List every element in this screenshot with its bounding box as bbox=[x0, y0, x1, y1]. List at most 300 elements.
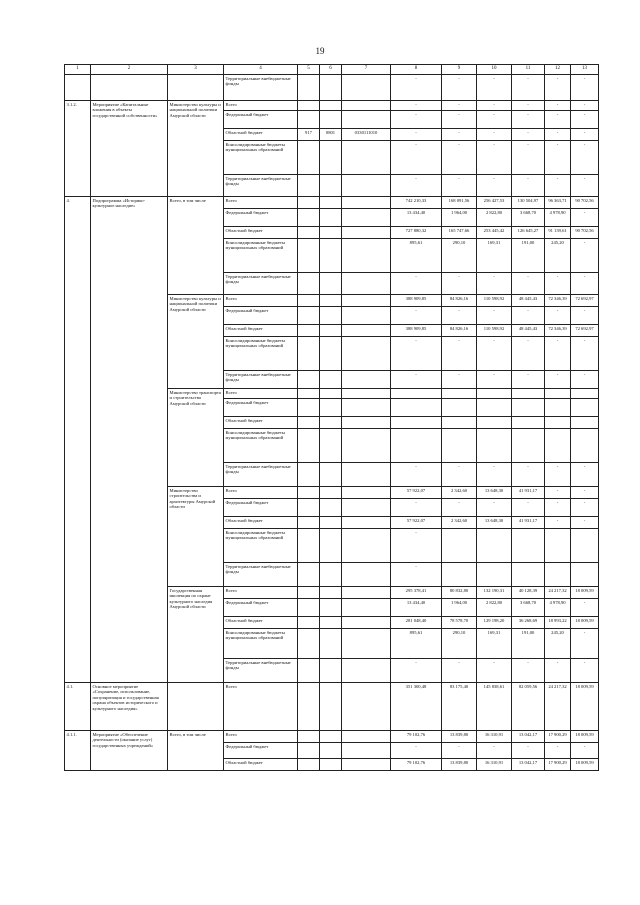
funding-source-cell: Всего bbox=[224, 731, 298, 743]
csr-code-cell bbox=[342, 417, 391, 429]
amount-cell: 17 900,29 bbox=[545, 759, 571, 771]
column-header: 5 bbox=[298, 65, 320, 75]
amount-cell: 16 310,91 bbox=[477, 759, 512, 771]
rzpr-code-cell bbox=[320, 599, 342, 617]
grbs-code-cell bbox=[298, 197, 320, 209]
program-name-cell: Подпрограмма «Историко-культурное наследие» bbox=[91, 197, 168, 683]
csr-code-cell bbox=[342, 599, 391, 617]
amount-cell: - bbox=[442, 463, 477, 487]
amount-cell: - bbox=[442, 371, 477, 389]
amount-cell: - bbox=[391, 337, 442, 371]
amount-cell: - bbox=[571, 141, 599, 175]
rzpr-code-cell bbox=[320, 197, 342, 209]
rzpr-code-cell bbox=[320, 389, 342, 399]
amount-cell: - bbox=[545, 371, 571, 389]
grbs-code-cell bbox=[298, 75, 320, 101]
rzpr-code-cell bbox=[320, 325, 342, 337]
amount-cell: 17 900,29 bbox=[545, 731, 571, 743]
rzpr-code-cell bbox=[320, 239, 342, 273]
amount-cell bbox=[512, 389, 545, 399]
amount-cell: - bbox=[571, 307, 599, 325]
funding-source-cell: Федеральный бюджет bbox=[224, 599, 298, 617]
amount-cell: 13 648,30 bbox=[477, 517, 512, 529]
amount-cell: - bbox=[512, 307, 545, 325]
amount-cell: - bbox=[477, 111, 512, 129]
rzpr-code-cell bbox=[320, 101, 342, 111]
amount-cell: 2 342,60 bbox=[442, 517, 477, 529]
amount-cell bbox=[512, 529, 545, 563]
amount-cell: - bbox=[512, 141, 545, 175]
amount-cell: - bbox=[512, 101, 545, 111]
grbs-code-cell bbox=[298, 209, 320, 227]
amount-cell bbox=[477, 389, 512, 399]
column-header: 1 bbox=[65, 65, 91, 75]
amount-cell bbox=[391, 389, 442, 399]
grbs-code-cell bbox=[298, 487, 320, 499]
table-row bbox=[65, 197, 599, 209]
funding-source-cell: Областной бюджет bbox=[224, 227, 298, 239]
amount-cell: 727 880,32 bbox=[391, 227, 442, 239]
rzpr-code-cell bbox=[320, 517, 342, 529]
amount-cell: 91 139,61 bbox=[545, 227, 571, 239]
column-header: 2 bbox=[91, 65, 168, 75]
column-header: 3 bbox=[168, 65, 224, 75]
funding-source-cell: Всего bbox=[224, 295, 298, 307]
funding-source-cell: Территориальные внебюджетные фонды bbox=[224, 463, 298, 487]
amount-cell: 40 128,39 bbox=[512, 587, 545, 599]
amount-cell: - bbox=[442, 337, 477, 371]
amount-cell: - bbox=[477, 743, 512, 759]
responsible-executor-cell: Министерство культуры и национальной политики Амурской области bbox=[168, 295, 224, 389]
amount-cell: - bbox=[545, 75, 571, 101]
amount-cell: 41 931,17 bbox=[512, 487, 545, 499]
amount-cell: - bbox=[512, 175, 545, 197]
amount-cell: - bbox=[571, 129, 599, 141]
amount-cell: 84 826,16 bbox=[442, 295, 477, 307]
amount-cell: - bbox=[391, 129, 442, 141]
grbs-code-cell bbox=[298, 529, 320, 563]
item-number-cell: 4.1.1. bbox=[65, 731, 91, 771]
amount-cell: - bbox=[545, 307, 571, 325]
grbs-code-cell bbox=[298, 239, 320, 273]
amount-cell: 18 009,59 bbox=[571, 617, 599, 629]
amount-cell: - bbox=[571, 75, 599, 101]
csr-code-cell bbox=[342, 239, 391, 273]
amount-cell: 79 102,76 bbox=[391, 759, 442, 771]
amount-cell: - bbox=[477, 129, 512, 141]
rzpr-code-cell bbox=[320, 399, 342, 417]
amount-cell: - bbox=[391, 141, 442, 175]
column-header: 4 bbox=[224, 65, 298, 75]
grbs-code-cell bbox=[298, 429, 320, 463]
amount-cell: 110 598,92 bbox=[477, 325, 512, 337]
amount-cell: 130 504,97 bbox=[512, 197, 545, 209]
amount-cell bbox=[545, 389, 571, 399]
amount-cell: 169,31 bbox=[477, 239, 512, 273]
amount-cell: - bbox=[545, 499, 571, 517]
amount-cell: 4 978,90 bbox=[545, 209, 571, 227]
amount-cell bbox=[545, 529, 571, 563]
amount-cell: 281 048,40 bbox=[391, 617, 442, 629]
responsible-executor-cell bbox=[168, 75, 224, 101]
amount-cell bbox=[442, 417, 477, 429]
csr-code-cell bbox=[342, 587, 391, 599]
csr-code-cell bbox=[342, 463, 391, 487]
amount-cell: - bbox=[391, 101, 442, 111]
amount-cell: 90 702,56 bbox=[571, 227, 599, 239]
amount-cell: 290,10 bbox=[442, 629, 477, 659]
amount-cell bbox=[442, 429, 477, 463]
amount-cell: - bbox=[477, 141, 512, 175]
csr-code-cell bbox=[342, 529, 391, 563]
amount-cell bbox=[571, 529, 599, 563]
amount-cell: 78 578,70 bbox=[442, 617, 477, 629]
csr-code-cell bbox=[342, 517, 391, 529]
amount-cell: - bbox=[512, 371, 545, 389]
amount-cell: - bbox=[477, 371, 512, 389]
amount-cell: - bbox=[391, 175, 442, 197]
amount-cell: - bbox=[442, 175, 477, 197]
table-header-row bbox=[65, 65, 599, 75]
funding-source-cell: Областной бюджет bbox=[224, 617, 298, 629]
csr-code-cell bbox=[342, 563, 391, 587]
amount-cell: - bbox=[477, 75, 512, 101]
funding-source-cell: Консолидированные бюджеты муниципальных образований bbox=[224, 529, 298, 563]
amount-cell: - bbox=[571, 743, 599, 759]
program-name-cell bbox=[91, 75, 168, 101]
rzpr-code-cell bbox=[320, 337, 342, 371]
amount-cell: 48 445,43 bbox=[512, 295, 545, 307]
rzpr-code-cell bbox=[320, 273, 342, 295]
table-row bbox=[65, 101, 599, 111]
amount-cell: - bbox=[512, 743, 545, 759]
amount-cell: - bbox=[571, 175, 599, 197]
csr-code-cell bbox=[342, 209, 391, 227]
amount-cell: - bbox=[477, 499, 512, 517]
amount-cell bbox=[391, 417, 442, 429]
amount-cell bbox=[545, 417, 571, 429]
column-header: 7 bbox=[342, 65, 391, 75]
item-number-cell: 4.1. bbox=[65, 683, 91, 731]
grbs-code-cell bbox=[298, 101, 320, 111]
rzpr-code-cell bbox=[320, 731, 342, 743]
amount-cell: - bbox=[512, 75, 545, 101]
rzpr-code-cell bbox=[320, 759, 342, 771]
amount-cell: - bbox=[571, 517, 599, 529]
rzpr-code-cell bbox=[320, 175, 342, 197]
amount-cell: - bbox=[571, 463, 599, 487]
grbs-code-cell bbox=[298, 111, 320, 129]
rzpr-code-cell bbox=[320, 487, 342, 499]
rzpr-code-cell bbox=[320, 295, 342, 307]
amount-cell: - bbox=[545, 273, 571, 295]
column-header: 13 bbox=[571, 65, 599, 75]
funding-source-cell: Федеральный бюджет bbox=[224, 499, 298, 517]
responsible-executor-cell: Министерство строительства и архитектуры Амурской области bbox=[168, 487, 224, 587]
funding-source-cell: Федеральный бюджет bbox=[224, 399, 298, 417]
funding-source-cell: Консолидированные бюджеты муниципальных образований bbox=[224, 239, 298, 273]
responsible-executor-cell: Всего, в том числе bbox=[168, 197, 224, 295]
amount-cell bbox=[477, 399, 512, 417]
amount-cell: - bbox=[512, 337, 545, 371]
csr-code-cell bbox=[342, 429, 391, 463]
rzpr-code-cell bbox=[320, 629, 342, 659]
program-name-cell: Мероприятие «Капитальные вложения в объекты государственной собственности» bbox=[91, 101, 168, 197]
amount-cell: - bbox=[571, 239, 599, 273]
table-row bbox=[65, 731, 599, 743]
amount-cell: - bbox=[545, 129, 571, 141]
amount-cell: 1 964,00 bbox=[442, 599, 477, 617]
responsible-executor-cell bbox=[168, 683, 224, 731]
csr-code-cell bbox=[342, 75, 391, 101]
amount-cell bbox=[477, 563, 512, 587]
amount-cell: 2 342,60 bbox=[442, 487, 477, 499]
grbs-code-cell bbox=[298, 175, 320, 197]
grbs-code-cell bbox=[298, 517, 320, 529]
grbs-code-cell bbox=[298, 371, 320, 389]
funding-source-cell: Федеральный бюджет bbox=[224, 111, 298, 129]
amount-cell: - bbox=[442, 307, 477, 325]
grbs-code-cell bbox=[298, 141, 320, 175]
csr-code-cell bbox=[342, 499, 391, 517]
funding-source-cell: Территориальные внебюджетные фонды bbox=[224, 273, 298, 295]
amount-cell: - bbox=[571, 659, 599, 683]
grbs-code-cell bbox=[298, 617, 320, 629]
amount-cell: - bbox=[391, 111, 442, 129]
amount-cell: 1 964,00 bbox=[442, 209, 477, 227]
rzpr-code-cell bbox=[320, 209, 342, 227]
amount-cell: 110 598,92 bbox=[477, 295, 512, 307]
amount-cell bbox=[571, 399, 599, 417]
rzpr-code-cell bbox=[320, 499, 342, 517]
funding-source-cell: Областной бюджет bbox=[224, 129, 298, 141]
responsible-executor-cell: Всего, в том числе bbox=[168, 731, 224, 771]
page-number: 19 bbox=[315, 46, 325, 56]
amount-cell: 351 300,48 bbox=[391, 683, 442, 731]
funding-source-cell: Консолидированные бюджеты муниципальных образований bbox=[224, 337, 298, 371]
rzpr-code-cell bbox=[320, 743, 342, 759]
funding-source-cell: Областной бюджет bbox=[224, 759, 298, 771]
amount-cell: 80 832,80 bbox=[442, 587, 477, 599]
amount-cell: - bbox=[571, 111, 599, 129]
amount-cell: 2 822,80 bbox=[477, 599, 512, 617]
table-row bbox=[65, 75, 599, 101]
amount-cell: 13 839,80 bbox=[442, 759, 477, 771]
amount-cell: 13 042,17 bbox=[512, 759, 545, 771]
amount-cell: - bbox=[571, 371, 599, 389]
grbs-code-cell bbox=[298, 273, 320, 295]
grbs-code-cell bbox=[298, 683, 320, 731]
csr-code-cell bbox=[342, 731, 391, 743]
amount-cell bbox=[545, 429, 571, 463]
csr-code-cell bbox=[342, 337, 391, 371]
amount-cell: 245,20 bbox=[545, 629, 571, 659]
amount-cell: 191,00 bbox=[512, 239, 545, 273]
grbs-code-cell bbox=[298, 563, 320, 587]
amount-cell bbox=[512, 399, 545, 417]
amount-cell: 13 434,40 bbox=[391, 599, 442, 617]
grbs-code-cell bbox=[298, 295, 320, 307]
amount-cell bbox=[442, 389, 477, 399]
grbs-code-cell bbox=[298, 587, 320, 599]
funding-source-cell: Всего bbox=[224, 587, 298, 599]
csr-code-cell bbox=[342, 371, 391, 389]
grbs-code-cell: 917 bbox=[298, 129, 320, 141]
amount-cell: - bbox=[442, 499, 477, 517]
rzpr-code-cell: 0801 bbox=[320, 129, 342, 141]
csr-code-cell bbox=[342, 273, 391, 295]
amount-cell: - bbox=[477, 273, 512, 295]
amount-cell: - bbox=[571, 599, 599, 617]
funding-source-cell: Всего bbox=[224, 101, 298, 111]
amount-cell: 57 922,07 bbox=[391, 517, 442, 529]
column-header: 12 bbox=[545, 65, 571, 75]
amount-cell: 4 978,90 bbox=[545, 599, 571, 617]
csr-code-cell bbox=[342, 629, 391, 659]
amount-cell: 13 839,80 bbox=[442, 731, 477, 743]
amount-cell: - bbox=[477, 337, 512, 371]
program-name-cell: Мероприятие «Обеспечение деятельности (оказание услуг) государственных учреждений» bbox=[91, 731, 168, 771]
amount-cell: 24 217,32 bbox=[545, 587, 571, 599]
amount-cell: 295 378,41 bbox=[391, 587, 442, 599]
amount-cell: 24 217,32 bbox=[545, 683, 571, 731]
funding-source-cell: Территориальные внебюджетные фонды bbox=[224, 75, 298, 101]
amount-cell: - bbox=[442, 141, 477, 175]
amount-cell: - bbox=[391, 659, 442, 683]
amount-cell bbox=[571, 389, 599, 399]
csr-code-cell: 0330111010 bbox=[342, 129, 391, 141]
grbs-code-cell bbox=[298, 499, 320, 517]
amount-cell bbox=[571, 429, 599, 463]
funding-source-cell: Областной бюджет bbox=[224, 325, 298, 337]
grbs-code-cell bbox=[298, 399, 320, 417]
amount-cell: - bbox=[545, 659, 571, 683]
amount-cell: - bbox=[391, 273, 442, 295]
csr-code-cell bbox=[342, 399, 391, 417]
grbs-code-cell bbox=[298, 417, 320, 429]
table-row bbox=[65, 683, 599, 731]
csr-code-cell bbox=[342, 111, 391, 129]
amount-cell: 57 922,07 bbox=[391, 487, 442, 499]
csr-code-cell bbox=[342, 101, 391, 111]
column-header: 11 bbox=[512, 65, 545, 75]
amount-cell: - bbox=[391, 499, 442, 517]
amount-cell: - bbox=[512, 463, 545, 487]
amount-cell: - bbox=[512, 659, 545, 683]
amount-cell: 253 445,42 bbox=[477, 227, 512, 239]
amount-cell: - bbox=[512, 499, 545, 517]
amount-cell: 83 175,40 bbox=[442, 683, 477, 731]
grbs-code-cell bbox=[298, 325, 320, 337]
amount-cell: - bbox=[571, 273, 599, 295]
funding-source-cell: Областной бюджет bbox=[224, 417, 298, 429]
column-header: 9 bbox=[442, 65, 477, 75]
amount-cell: 13 042,17 bbox=[512, 731, 545, 743]
amount-cell: 82 059,56 bbox=[512, 683, 545, 731]
amount-cell: - bbox=[545, 463, 571, 487]
amount-cell: - bbox=[571, 209, 599, 227]
amount-cell: 742 210,33 bbox=[391, 197, 442, 209]
program-name-cell: Основное мероприятие «Сохранение, использование, популяризация и государственная охрана объектов исторического и культурного наследия» bbox=[91, 683, 168, 731]
grbs-code-cell bbox=[298, 731, 320, 743]
amount-cell bbox=[571, 563, 599, 587]
rzpr-code-cell bbox=[320, 141, 342, 175]
amount-cell bbox=[442, 563, 477, 587]
rzpr-code-cell bbox=[320, 429, 342, 463]
csr-code-cell bbox=[342, 683, 391, 731]
funding-source-cell: Всего bbox=[224, 487, 298, 499]
funding-source-cell: Областной бюджет bbox=[224, 517, 298, 529]
amount-cell: 245,20 bbox=[545, 239, 571, 273]
csr-code-cell bbox=[342, 175, 391, 197]
funding-source-cell: Территориальные внебюджетные фонды bbox=[224, 371, 298, 389]
csr-code-cell bbox=[342, 141, 391, 175]
csr-code-cell bbox=[342, 617, 391, 629]
column-header: 8 bbox=[391, 65, 442, 75]
csr-code-cell bbox=[342, 295, 391, 307]
amount-cell bbox=[512, 563, 545, 587]
responsible-executor-cell: Государственная инспекция по охране культурного наследия Амурской области bbox=[168, 587, 224, 683]
rzpr-code-cell bbox=[320, 463, 342, 487]
amount-cell: - bbox=[442, 273, 477, 295]
amount-cell: - bbox=[545, 101, 571, 111]
amount-cell bbox=[545, 399, 571, 417]
amount-cell: 96 363,71 bbox=[545, 197, 571, 209]
amount-cell: - bbox=[571, 499, 599, 517]
amount-cell: 129 198,20 bbox=[477, 617, 512, 629]
amount-cell: 13 648,30 bbox=[477, 487, 512, 499]
funding-source-cell: Всего bbox=[224, 683, 298, 731]
rzpr-code-cell bbox=[320, 75, 342, 101]
grbs-code-cell bbox=[298, 743, 320, 759]
amount-cell: 18 009,59 bbox=[571, 759, 599, 771]
amount-cell: 72 346,39 bbox=[545, 295, 571, 307]
grbs-code-cell bbox=[298, 307, 320, 325]
amount-cell: - bbox=[571, 337, 599, 371]
amount-cell: 191,00 bbox=[512, 629, 545, 659]
grbs-code-cell bbox=[298, 599, 320, 617]
amount-cell bbox=[477, 417, 512, 429]
funding-source-cell: Федеральный бюджет bbox=[224, 209, 298, 227]
csr-code-cell bbox=[342, 743, 391, 759]
amount-cell: 145 838,61 bbox=[477, 683, 512, 731]
amount-cell: - bbox=[391, 743, 442, 759]
item-number-cell bbox=[65, 75, 91, 101]
amount-cell: - bbox=[391, 529, 442, 563]
funding-source-cell: Всего bbox=[224, 197, 298, 209]
amount-cell: - bbox=[545, 743, 571, 759]
rzpr-code-cell bbox=[320, 529, 342, 563]
rzpr-code-cell bbox=[320, 417, 342, 429]
csr-code-cell bbox=[342, 389, 391, 399]
amount-cell: 79 102,76 bbox=[391, 731, 442, 743]
amount-cell bbox=[545, 563, 571, 587]
amount-cell: 72 346,39 bbox=[545, 325, 571, 337]
csr-code-cell bbox=[342, 759, 391, 771]
amount-cell bbox=[571, 417, 599, 429]
amount-cell: - bbox=[477, 101, 512, 111]
amount-cell: - bbox=[545, 337, 571, 371]
rzpr-code-cell bbox=[320, 307, 342, 325]
amount-cell: 290,10 bbox=[442, 239, 477, 273]
amount-cell: 2 822,80 bbox=[477, 209, 512, 227]
budget-table bbox=[64, 64, 599, 771]
amount-cell: 18 009,59 bbox=[571, 587, 599, 599]
amount-cell: - bbox=[391, 463, 442, 487]
amount-cell: - bbox=[442, 743, 477, 759]
responsible-executor-cell: Министерство транспорта и строительства Амурской области bbox=[168, 389, 224, 487]
amount-cell: 36 268,69 bbox=[512, 617, 545, 629]
